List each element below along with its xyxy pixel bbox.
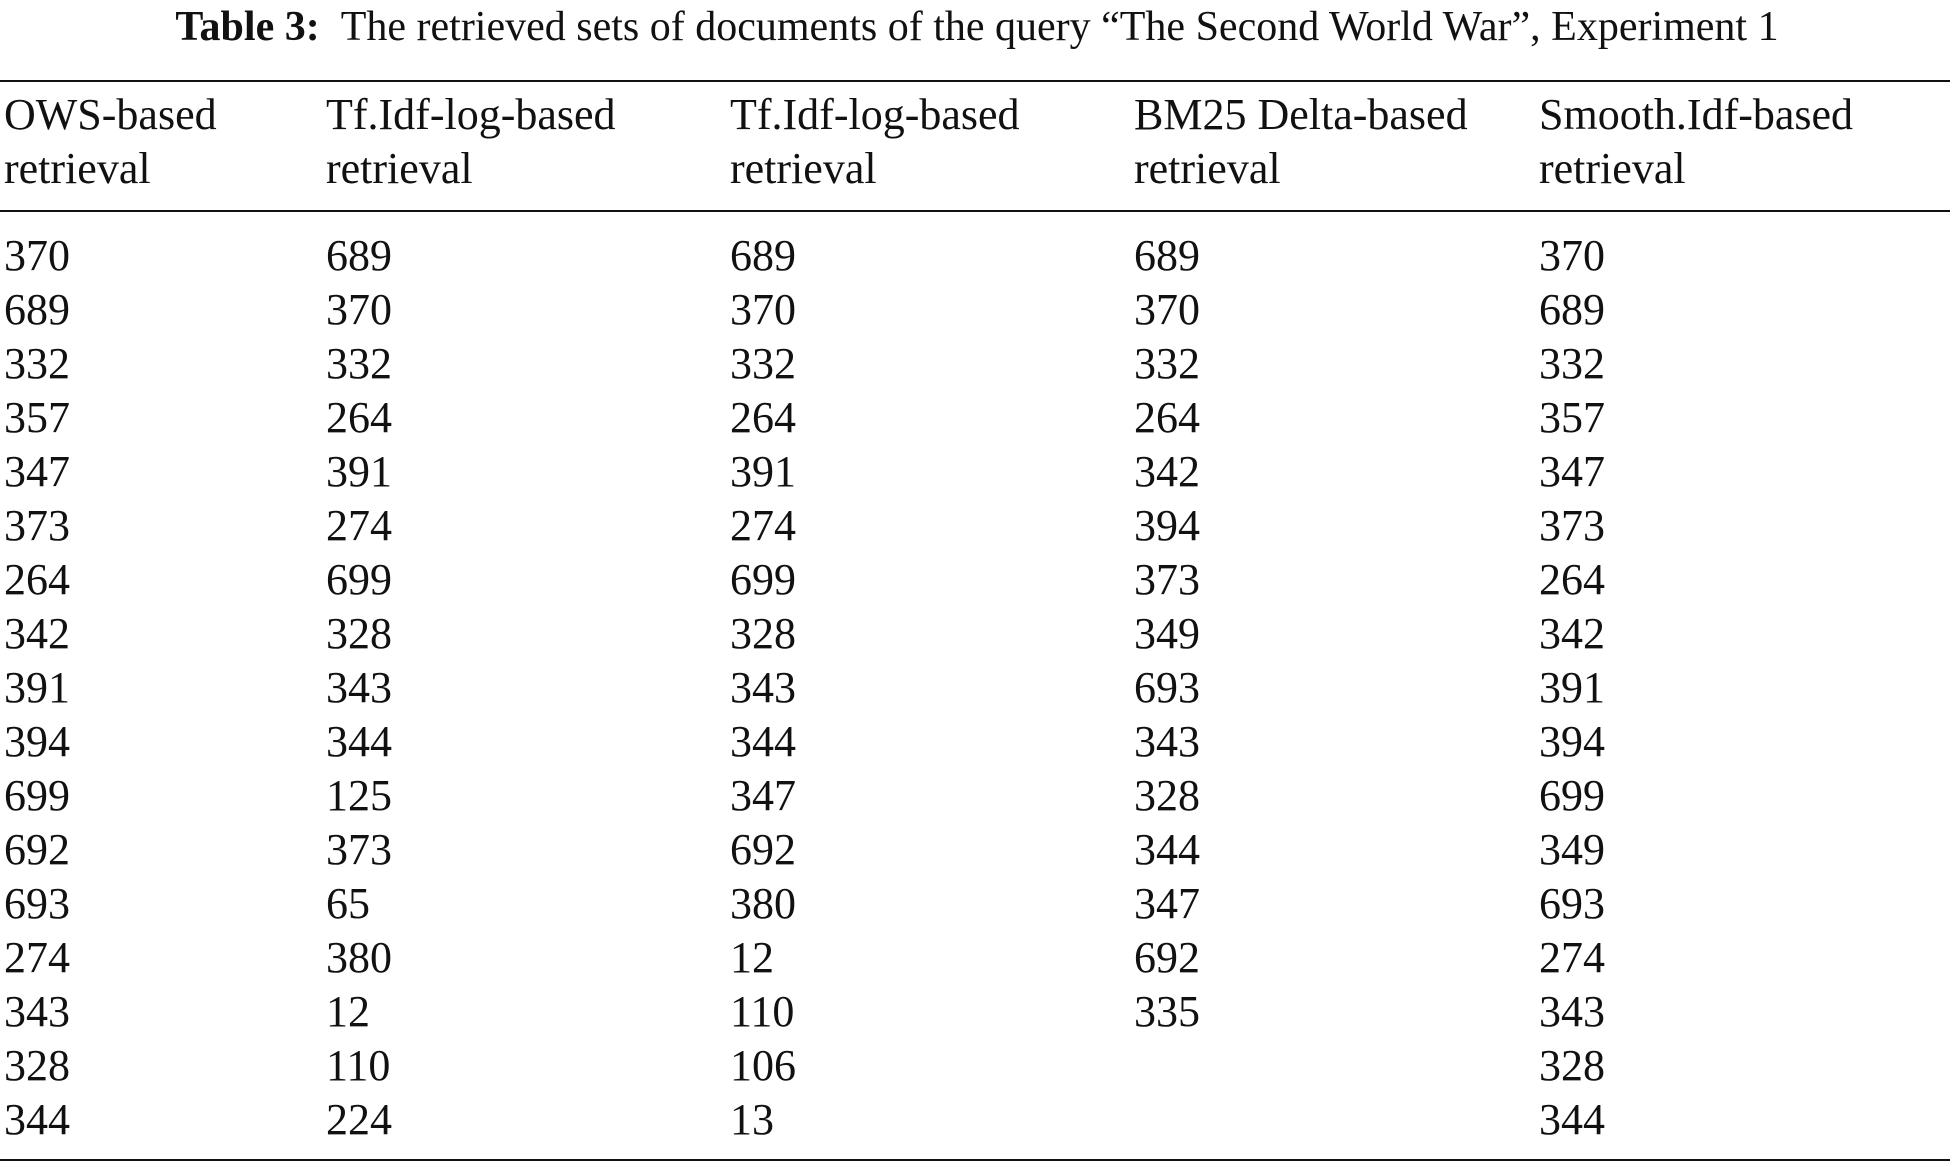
table-cell: 274 (326, 501, 392, 550)
table-cell: 332 (326, 339, 392, 388)
table-cell: 391 (326, 447, 392, 496)
table-cell: 110 (730, 987, 795, 1036)
table-cell: 347 (1539, 447, 1605, 496)
table-cell: 328 (730, 609, 796, 658)
table-cell: 328 (4, 1041, 70, 1090)
table-cell: 343 (730, 663, 796, 712)
table-cell: 699 (1539, 771, 1605, 820)
header-ows: OWS-based retrieval (4, 90, 217, 193)
table-cell: 699 (730, 555, 796, 604)
table-cell: 264 (1134, 393, 1200, 442)
table-cell: 344 (1134, 825, 1200, 874)
table-caption (0, 0, 1954, 58)
table-cell: 394 (1539, 717, 1605, 766)
table-cell: 342 (4, 609, 70, 658)
table-cell: 343 (4, 987, 70, 1036)
table-cell: 342 (1134, 447, 1200, 496)
table-cell: 344 (730, 717, 796, 766)
header-tfidf-log-2: Tf.Idf-log-based retrieval (730, 90, 1020, 193)
table-cell: 394 (4, 717, 70, 766)
table-cell: 373 (1539, 501, 1605, 550)
table-cell: 689 (1134, 231, 1200, 280)
table-cell: 125 (326, 771, 392, 820)
caption-text: The retrieved sets of documents of the query “The Second World War”, Experiment 1 (340, 4, 1779, 50)
column-tfidf-log-2 (730, 229, 796, 1147)
table-cell: 370 (1134, 285, 1200, 334)
table-cell: 391 (730, 447, 796, 496)
table-cell: 347 (730, 771, 796, 820)
table-cell: 689 (1539, 285, 1605, 334)
table-cell: 332 (4, 339, 70, 388)
table-cell: 693 (1134, 663, 1200, 712)
table-cell: 373 (4, 501, 70, 550)
table-cell: 370 (4, 231, 70, 280)
table-cell: 264 (1539, 555, 1605, 604)
table-cell: 689 (730, 231, 796, 280)
table-cell: 342 (1539, 609, 1605, 658)
table-cell: 344 (1539, 1095, 1605, 1144)
table-cell: 343 (326, 663, 392, 712)
table-cell: 332 (730, 339, 796, 388)
table-cell: 328 (1134, 771, 1200, 820)
table-cell: 65 (326, 879, 370, 928)
table-cell: 332 (1134, 339, 1200, 388)
header-smooth-idf: Smooth.Idf-based retrieval (1539, 90, 1854, 193)
table-cell: 344 (326, 717, 392, 766)
top-rule (0, 80, 1950, 82)
table-cell: 380 (326, 933, 392, 982)
table-cell: 344 (4, 1095, 70, 1144)
table-cell: 391 (1539, 663, 1605, 712)
table-cell: 343 (1539, 987, 1605, 1036)
table-cell: 380 (730, 879, 796, 928)
table-cell: 692 (4, 825, 70, 874)
table-cell: 264 (730, 393, 796, 442)
table-cell: 370 (1539, 231, 1605, 280)
table-cell: 370 (730, 285, 796, 334)
table-cell: 689 (326, 231, 392, 280)
table-cell: 12 (730, 933, 774, 982)
table-cell: 347 (1134, 879, 1200, 928)
table-cell: 699 (4, 771, 70, 820)
table-cell: 110 (326, 1041, 391, 1090)
column-tfidf-log-1 (326, 229, 392, 1147)
table-cell: 699 (326, 555, 392, 604)
table-cell: 274 (730, 501, 796, 550)
table-cell: 274 (1539, 933, 1605, 982)
table-cell: 394 (1134, 501, 1200, 550)
table-cell: 224 (326, 1095, 392, 1144)
table-cell: 264 (326, 393, 392, 442)
table-cell: 332 (1539, 339, 1605, 388)
header-bm25-delta: BM25 Delta-based retrieval (1134, 90, 1468, 193)
table-cell: 692 (730, 825, 796, 874)
table-cell: 264 (4, 555, 70, 604)
table-cell: 391 (4, 663, 70, 712)
table-cell: 357 (4, 393, 70, 442)
caption-label: Table 3: (175, 4, 320, 50)
bottom-rule (0, 1159, 1950, 1161)
header-tfidf-log-1: Tf.Idf-log-based retrieval (326, 90, 616, 193)
table-cell: 13 (730, 1095, 774, 1144)
table-cell: 347 (4, 447, 70, 496)
table-cell: 328 (1539, 1041, 1605, 1090)
table-cell: 370 (326, 285, 392, 334)
table-cell: 373 (1134, 555, 1200, 604)
table-cell: 357 (1539, 393, 1605, 442)
table-cell: 274 (4, 933, 70, 982)
table-cell: 373 (326, 825, 392, 874)
table-cell: 689 (4, 285, 70, 334)
column-smooth-idf (1539, 229, 1605, 1147)
table-cell: 693 (1539, 879, 1605, 928)
table-cell: 349 (1539, 825, 1605, 874)
table-cell: 693 (4, 879, 70, 928)
table-cell: 335 (1134, 987, 1200, 1036)
header-rule (0, 210, 1950, 212)
table-cell: 328 (326, 609, 392, 658)
table-cell: 343 (1134, 717, 1200, 766)
column-bm25-delta (1134, 229, 1200, 1039)
table-cell: 692 (1134, 933, 1200, 982)
column-ows (4, 229, 70, 1147)
table-cell: 349 (1134, 609, 1200, 658)
table-cell: 12 (326, 987, 370, 1036)
table-cell: 106 (730, 1041, 796, 1090)
